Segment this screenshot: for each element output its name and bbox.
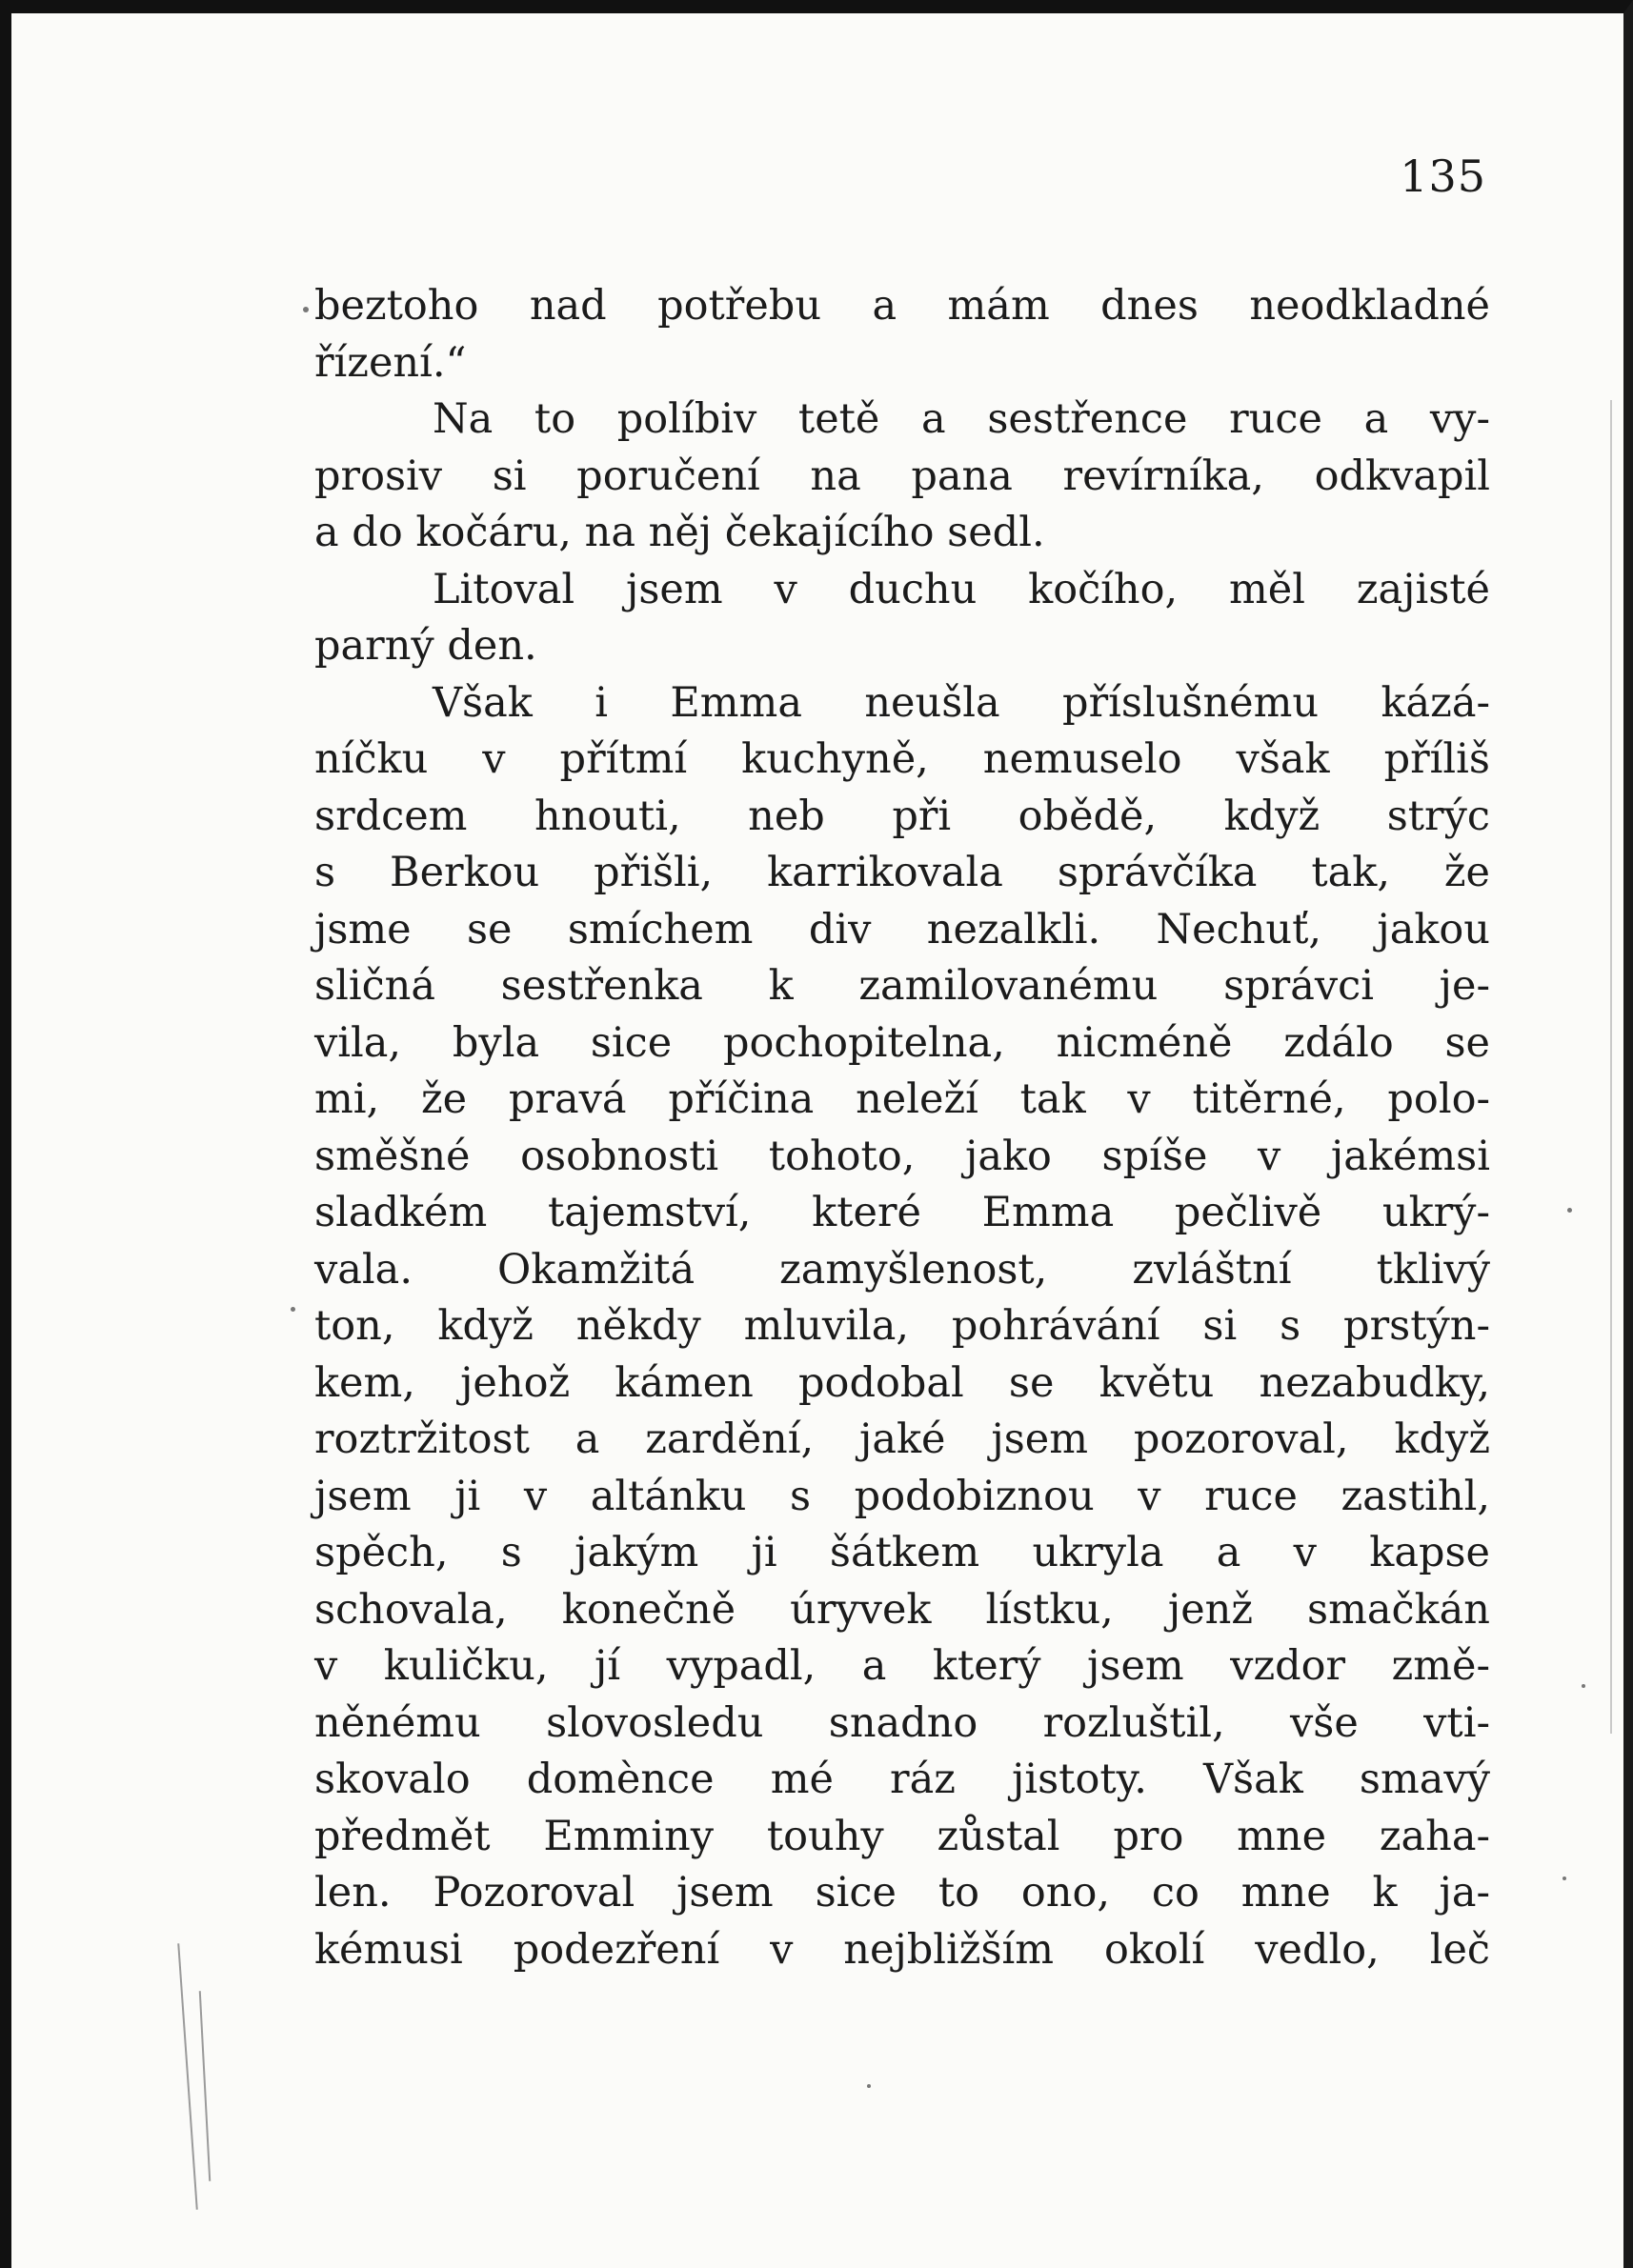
text-line: níčku v přítmí kuchyně, nemuselo však příliš: [314, 735, 1490, 783]
text-line: kémusi podezření v nejbližším okolí vedlo, leč: [314, 1925, 1490, 1974]
text-line: sladkém tajemství, které Emma pečlivě ukrý-: [314, 1189, 1490, 1236]
text-line: parný den.: [314, 622, 537, 670]
text-line: vala. Okamžitá zamyšlenost, zvláštní tklivý: [314, 1245, 1490, 1294]
text-line: jsme se smíchem div nezalkli. Nechuť, jakou: [314, 905, 1490, 953]
text-line: předmět Emminy touhy zůstal pro mne zaha-: [314, 1812, 1490, 1860]
scan-speck: [867, 2084, 871, 2088]
text-line: vila, byla sice pochopitelna, nicméně zdálo se: [314, 1018, 1490, 1067]
text-line: v kuličku, jí vypadl, a který jsem vzdor změ-: [314, 1642, 1490, 1690]
text-line: beztoho nad potřebu a mám dnes neodkladné: [314, 282, 1490, 330]
text-line: roztržitost a zardění, jaké jsem pozoroval, když: [314, 1415, 1490, 1463]
text-line: spěch, s jakým ji šátkem ukryla a v kapse: [314, 1529, 1490, 1576]
scan-speck: [291, 1307, 295, 1312]
text-line: něnému slovosledu snadno rozluštil, vše vti-: [314, 1698, 1490, 1747]
text-line: a do kočáru, na něj čekajícího sedl.: [314, 509, 1045, 556]
text-line: řízení.“: [314, 338, 467, 387]
scan-speck: [1567, 1208, 1572, 1213]
text-line: prosiv si poručení na pana revírníka, odkvapil: [314, 452, 1490, 500]
body-text: [314, 278, 1490, 1978]
text-line: schovala, konečně úryvek lístku, jenž smačkán: [314, 1585, 1490, 1634]
text-line: mi, že pravá příčina neleží tak v titěrné, polo-: [314, 1075, 1490, 1123]
text-line: Litoval jsem v duchu kočího, měl zajisté: [433, 565, 1490, 613]
text-line: jsem ji v altánku s podobiznou v ruce zastihl,: [314, 1472, 1490, 1520]
scan-speck: [1562, 1877, 1566, 1880]
text-line: skovalo domènce mé ráz jistoty. Však smavý: [314, 1756, 1490, 1803]
text-line: len. Pozoroval jsem sice to ono, co mne k ja-: [314, 1869, 1490, 1917]
text-line: ton, když někdy mluvila, pohrávání si s prstýn-: [314, 1302, 1490, 1350]
text-line: srdcem hnouti, neb při obědě, když strýc: [314, 792, 1490, 840]
text-line: směšné osobnosti tohoto, jako spíše v jakémsi: [314, 1132, 1490, 1180]
scan-scratch: [1610, 400, 1612, 1734]
text-line: Na to políbiv tetě a sestřence ruce a vy-: [433, 395, 1490, 443]
text-line: Však i Emma neušla příslušnému kázá-: [433, 678, 1490, 727]
page-number: 135: [1400, 151, 1486, 202]
scan-speck: [303, 307, 309, 312]
text-line: sličná sestřenka k zamilovanému správci je-: [314, 962, 1490, 1010]
scan-speck: [1582, 1684, 1585, 1688]
text-line: s Berkou přišli, karrikovala správčíka tak, že: [314, 849, 1490, 896]
text-line: kem, jehož kámen podobal se květu nezabudky,: [314, 1358, 1490, 1407]
